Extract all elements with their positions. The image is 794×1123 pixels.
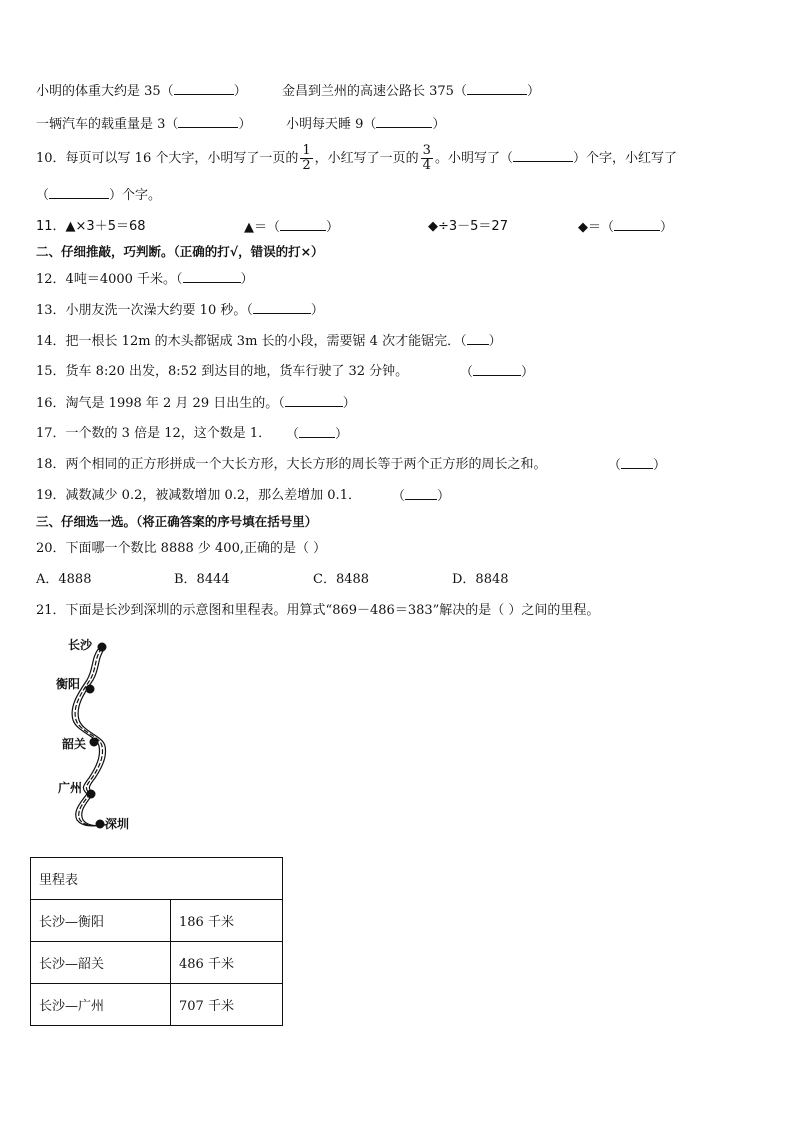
fill-line-2b (286, 115, 445, 134)
city-label-shaoguan: 韶关 (62, 737, 87, 751)
route-cell: 长沙—韶关 (31, 942, 171, 984)
paren-close: ） (653, 458, 667, 473)
question-11-d (578, 218, 673, 237)
question-10 (36, 142, 677, 176)
city-label-guangzhou: 广州 (58, 781, 83, 795)
question-15 (36, 363, 408, 381)
q11-equation-diamond: ◆÷3－5＝27 (428, 219, 508, 234)
paren-close: ） (233, 84, 247, 99)
q17-text: 17．一个数的 3 倍是 12，这个数是 1． (36, 426, 272, 441)
question-17 (36, 425, 271, 443)
distance-cell: 186 千米 (171, 900, 283, 942)
q15-text: 15．货车 8:20 出发，8:52 到达目的地，货车行驶了 32 分钟。 (36, 364, 409, 379)
q-sleep-text: 小明每天睡 9（ (286, 117, 377, 132)
q12-text: 12．4吨＝4000 千米。（ (36, 272, 183, 287)
paren-close: ） (521, 365, 535, 380)
question-12 (36, 270, 254, 289)
route-map (42, 628, 152, 848)
paren-open: （ (392, 489, 406, 504)
answer-blank[interactable] (467, 82, 527, 95)
city-dot-shenzhen (96, 820, 105, 829)
answer-blank[interactable] (49, 186, 109, 199)
q10-text-b: ，小红写了一页的 (314, 151, 419, 166)
distance-cell: 486 千米 (171, 942, 283, 984)
paren-close: ） (342, 396, 356, 411)
question-19-answer (392, 487, 450, 506)
question-15-answer (460, 363, 534, 382)
paren-close: ） (437, 489, 451, 504)
q11-triangle-answer-label: ▲＝（ (244, 220, 280, 235)
route-cell: 长沙—衡阳 (31, 900, 171, 942)
paren-open: （ (608, 458, 622, 473)
table-title: 里程表 (31, 858, 283, 900)
paren-close: ） (310, 303, 324, 318)
paren-close: ） (488, 334, 502, 349)
paren-close: ） (326, 220, 340, 235)
q10-text-a: 10．每页可以写 16 个大字，小明写了一页的 (36, 151, 299, 166)
option-label: B．8444 (174, 572, 230, 587)
paren-open: （ (36, 188, 50, 203)
frac-den: 2 (302, 158, 311, 173)
q19-text: 19．减数减少 0.2，被减数增加 0.2，那么差增加 0.1． (36, 488, 361, 503)
answer-blank[interactable] (621, 456, 653, 469)
q10-text-c: 。小明写了（ (434, 151, 513, 166)
q-truck-text: 一辆汽车的载重量是 3（ (36, 117, 179, 132)
q-weight-text: 小明的体重大约是 35（ (36, 84, 174, 99)
paren-open: （ (460, 365, 474, 380)
answer-blank[interactable] (614, 218, 660, 231)
section-2-heading (36, 243, 324, 261)
answer-blank[interactable] (178, 115, 238, 128)
city-label-changsha: 长沙 (68, 638, 93, 652)
table-row (31, 900, 283, 942)
q11-equation-triangle: 11．▲×3＋5＝68 (36, 219, 146, 234)
paren-close: ） (432, 117, 446, 132)
question-21 (36, 602, 599, 620)
q18-text: 18．两个相同的正方形拼成一个大长方形，大长方形的周长等于两个正方形的周长之和。 (36, 457, 547, 472)
table-title-row (31, 858, 283, 900)
paren-close: ） (238, 117, 252, 132)
city-dot-changsha (98, 643, 107, 652)
fill-line-2 (36, 115, 251, 134)
city-dot-hengyang (86, 685, 95, 694)
question-13 (36, 301, 324, 320)
table-row (31, 942, 283, 984)
q-highway-text: 金昌到兰州的高速公路长 375（ (282, 84, 467, 99)
frac-den: 4 (422, 158, 431, 173)
answer-blank[interactable] (376, 115, 432, 128)
answer-blank[interactable] (299, 425, 335, 438)
fill-line-1 (36, 82, 247, 101)
section-2-title: 二、仔细推敲，巧判断。（正确的打√，错误的打×） (36, 244, 324, 259)
option-label: D．8848 (452, 572, 509, 587)
route-cell: 长沙—广州 (31, 984, 171, 1026)
q20-option-a[interactable] (36, 571, 91, 589)
q14-text: 14．把一根长 12m 的木头都锯成 3m 长的小段，需要锯 4 次才能锯完．（ (36, 334, 467, 349)
question-10-cont (36, 186, 161, 205)
q20-option-d[interactable] (452, 571, 509, 589)
fill-line-1b (282, 82, 540, 101)
frac-num: 1 (302, 143, 311, 158)
answer-blank[interactable] (174, 82, 234, 95)
answer-blank[interactable] (280, 218, 326, 231)
q21-text: 21．下面是长沙到深圳的示意图和里程表。用算式“869－486＝383”解决的是（ ）之间的里程。 (36, 603, 600, 618)
question-16 (36, 394, 356, 413)
answer-blank[interactable] (285, 394, 343, 407)
answer-blank[interactable] (513, 149, 573, 162)
question-11-a (36, 218, 146, 236)
paren-close: ） (526, 84, 540, 99)
q20-text: 20．下面哪一个数比 8888 少 400,正确的是（ ） (36, 541, 327, 556)
city-dot-shaoguan (90, 738, 99, 747)
frac-num: 3 (422, 143, 431, 158)
answer-blank[interactable] (253, 301, 311, 314)
city-dot-guangzhou (87, 790, 96, 799)
q10-text-d: ）个字，小红写了 (572, 151, 677, 166)
q16-text: 16．淘气是 1998 年 2 月 29 日出生的。（ (36, 396, 285, 411)
fraction-half (300, 144, 312, 173)
q20-option-b[interactable] (174, 571, 230, 589)
question-11-c (428, 218, 508, 236)
answer-blank[interactable] (405, 487, 437, 500)
answer-blank[interactable] (473, 363, 521, 376)
question-19 (36, 487, 361, 505)
question-11-b (244, 218, 339, 237)
question-14 (36, 332, 502, 351)
question-18-answer (608, 456, 666, 475)
distance-cell: 707 千米 (171, 984, 283, 1026)
paren-open: （ (286, 427, 300, 442)
q10-text-f: ）个字。 (109, 188, 162, 203)
paren-close: ） (660, 220, 674, 235)
question-17-answer (286, 425, 348, 444)
q20-option-c[interactable] (313, 571, 369, 589)
answer-blank[interactable] (183, 270, 241, 283)
paren-close: ） (335, 427, 349, 442)
section-3-heading (36, 513, 317, 531)
question-20 (36, 540, 326, 558)
question-18 (36, 456, 547, 474)
section-3-title: 三、仔细选一选。（将正确答案的序号填在括号里） (36, 514, 318, 529)
table-row (31, 984, 283, 1026)
answer-blank[interactable] (467, 332, 489, 345)
fraction-three-quarters (421, 144, 433, 173)
mileage-table (30, 857, 283, 1026)
option-label: A．4888 (36, 572, 92, 587)
q13-text: 13．小朋友洗一次澡大约要 10 秒。（ (36, 303, 253, 318)
city-label-shenzhen: 深圳 (105, 817, 130, 831)
option-label: C．8488 (313, 572, 370, 587)
city-label-hengyang: 衡阳 (56, 677, 81, 691)
q11-diamond-answer-label: ◆＝（ (578, 220, 614, 235)
paren-close: ） (240, 272, 254, 287)
